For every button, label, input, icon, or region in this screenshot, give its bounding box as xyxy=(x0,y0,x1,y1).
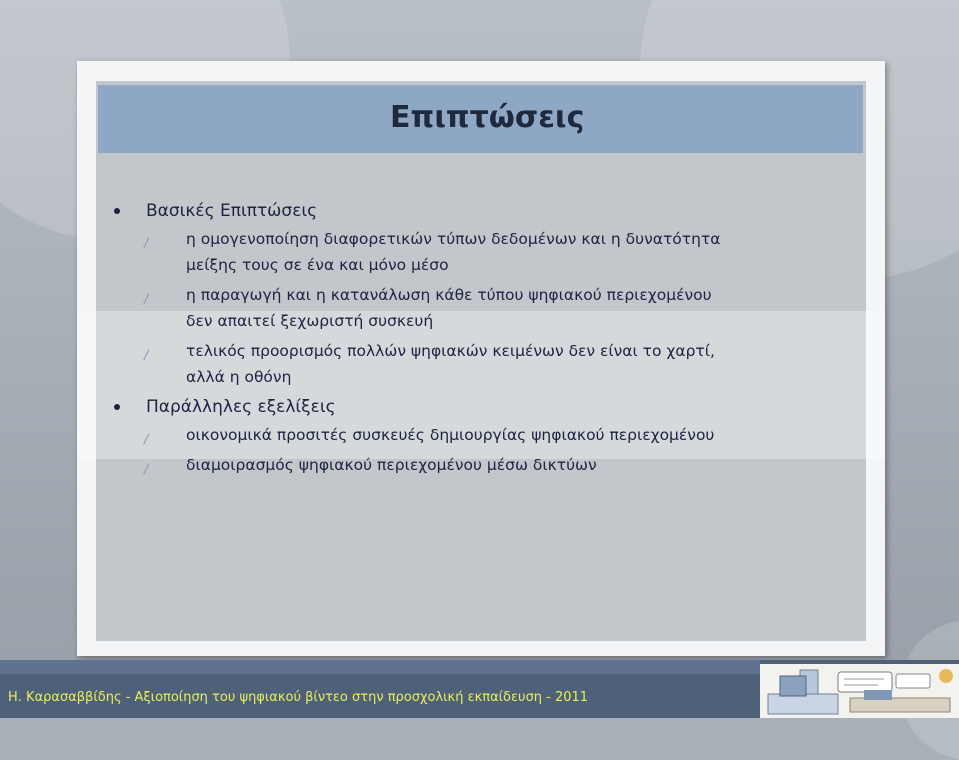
dash-bullet-icon: ∕ xyxy=(144,292,149,307)
sub-bullet-item xyxy=(110,338,855,390)
sub-bullet-item xyxy=(110,422,855,448)
dash-bullet-icon: ∕ xyxy=(144,348,149,363)
footer-text: Η. Καρασαββίδης - Αξιοποίηση του ψηφιακού βίντεο στην προσχολική εκπαίδευση - 2011 xyxy=(8,690,589,705)
dash-bullet-icon: ∕ xyxy=(144,462,149,477)
dot-bullet-icon xyxy=(114,404,120,410)
sub-bullet-line: αλλά η οθόνη xyxy=(186,368,292,386)
sub-bullet-line: η ομογενοποίηση διαφορετικών τύπων δεδομένων και η δυνατότητα xyxy=(186,230,721,248)
sub-bullet-item xyxy=(110,282,855,334)
bullet-item xyxy=(110,394,855,420)
desk-illustration-icon xyxy=(760,664,959,718)
dash-bullet-icon: ∕ xyxy=(144,236,149,251)
bullet-label: Βασικές Επιπτώσεις xyxy=(146,201,318,221)
slide-title: Επιπτώσεις xyxy=(390,100,585,135)
bullet-item xyxy=(110,198,855,224)
dot-bullet-icon xyxy=(114,208,120,214)
sub-bullet-line: οικονομικά προσιτές συσκευές δημιουργίας ψηφιακού περιεχομένου xyxy=(186,426,715,444)
sub-bullet-line: μείξης τους σε ένα και μόνο μέσο xyxy=(186,256,449,274)
sub-bullet-item xyxy=(110,452,855,478)
footer-strip xyxy=(0,660,760,674)
desk-illustration-svg xyxy=(760,664,959,718)
sub-bullet-line: δεν απαιτεί ξεχωριστή συσκευή xyxy=(186,312,434,330)
dash-bullet-icon: ∕ xyxy=(144,432,149,447)
sub-bullet-line: η παραγωγή και η κατανάλωση κάθε τύπου ψηφιακού περιεχομένου xyxy=(186,286,712,304)
sub-bullet-item xyxy=(110,226,855,278)
slide-content xyxy=(110,198,855,482)
bullet-label: Παράλληλες εξελίξεις xyxy=(146,397,336,417)
sub-bullet-line: διαμοιρασμός ψηφιακού περιεχομένου μέσω δικτύων xyxy=(186,456,597,474)
sub-bullet-line: τελικός προορισμός πολλών ψηφιακών κειμένων δεν είναι το χαρτί, xyxy=(186,342,715,360)
